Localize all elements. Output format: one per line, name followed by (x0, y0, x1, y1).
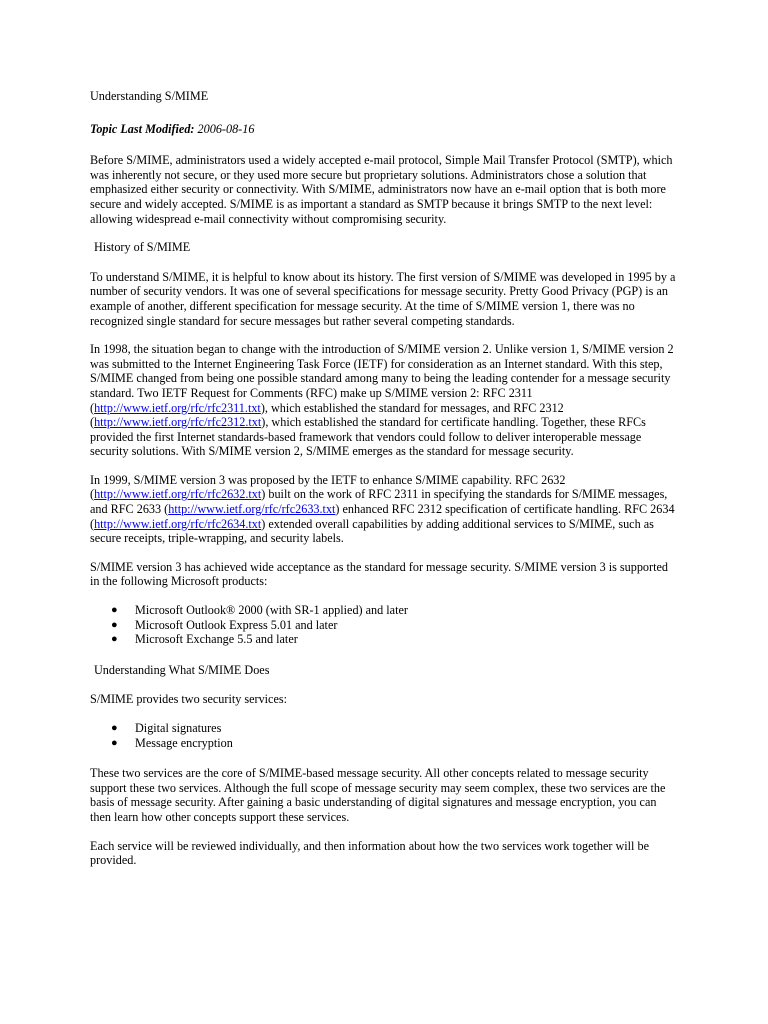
text-segment: In 1999, S/MIME version 3 was proposed by the IETF to enhance S/MIME capability. RFC 2632 ( (90, 472, 566, 502)
rfc2632-link[interactable]: http://www.ietf.org/rfc/rfc2632.txt (94, 487, 262, 502)
document-title: Understanding S/MIME (90, 89, 209, 103)
text-segment: ) enhanced RFC 2312 specification of certificate handling. RFC 2634 ( (90, 502, 675, 531)
rfc2633-link[interactable]: http://www.ietf.org/rfc/rfc2633.txt (168, 502, 336, 517)
text-segment: ) built on the work of RFC 2311 in specifying the standards for S/MIME messages, and RFC 2633 ( (90, 487, 668, 517)
does-paragraph-2: These two services are the core of S/MIME-based message security. All other concepts related to message security support these two services. Although the full scope of message security may seem complex, these two services are the basis of message security. After gaining a basic understanding of digital signatures and message encryption, you can then learn how other concepts support these services. (90, 766, 666, 824)
bullet-icon: ● (111, 633, 118, 646)
last-modified-label: Topic Last Modified: (90, 121, 195, 136)
history-paragraph-2 (90, 342, 680, 459)
list-item-text: Digital signatures (135, 721, 222, 735)
last-modified-line (90, 122, 680, 137)
list-item-text: Microsoft Exchange 5.5 and later (135, 632, 298, 647)
history-paragraph-1: To understand S/MIME, it is helpful to know about its history. The first version of S/MIME was developed in 1995 by a number of security vendors. It was one of several specifications for message security. Pretty Good Privacy (PGP) is an example of another, different specification for message security. At the time of S/MIME version 1, there was no recognized single standard for secure messages but rather several competing standards. (90, 269, 676, 328)
does-heading: Understanding What S/MIME Does (94, 662, 270, 677)
history-paragraph-3 (90, 473, 680, 546)
list-item (111, 735, 680, 751)
bullet-icon: ● (111, 736, 118, 749)
rfc2311-link[interactable]: http://www.ietf.org/rfc/rfc2311.txt (94, 400, 261, 415)
text-segment: ), which established the standard for certificate handling. Together, these RFCs provided the first Internet standards-based framework that vendors could follow to deliver interoperable message security solutions. With S/MIME version 2, S/MIME emerges as the standard for message security. (90, 415, 646, 459)
list-item (111, 721, 680, 736)
rfc2312-link[interactable]: http://www.ietf.org/rfc/rfc2312.txt (94, 415, 262, 430)
products-list (90, 603, 680, 647)
list-item-text: Microsoft Outlook® 2000 (with SR-1 applied) and later (135, 603, 408, 618)
list-item (111, 603, 680, 618)
text-segment: ) extended overall capabilities by adding additional services to S/MIME, such as secure receipts, triple-wrapping, and security labels. (90, 516, 654, 546)
history-paragraph-4: S/MIME version 3 has achieved wide acceptance as the standard for message security. S/MIME version 3 is supported in the following Microsoft products: (90, 559, 668, 589)
history-heading: History of S/MIME (94, 240, 191, 255)
text-segment: In 1998, the situation began to change with the introduction of S/MIME version 2. Unlike version 1, S/MIME version 2 was submitted to the Internet Engineering Task Force (IETF) for consideration as an Internet standard. With this step, S/MIME changed from being one possible standard among many to being the leading contender for a message security standard. Two IETF Request for Comments (RFC) make up S/MIME version 2: RFC 2311 ( (90, 342, 674, 415)
last-modified-date: 2006-08-16 (197, 121, 255, 136)
list-item (111, 632, 680, 647)
list-item-text: Microsoft Outlook Express 5.01 and later (135, 617, 338, 632)
list-item (111, 617, 680, 633)
list-item-text: Message encryption (135, 735, 233, 750)
bullet-icon: ● (111, 722, 118, 734)
services-list (90, 721, 680, 750)
does-paragraph-3: Each service will be reviewed individually, and then information about how the two services work together will be provided. (90, 838, 649, 868)
does-paragraph-1: S/MIME provides two security services: (90, 692, 287, 707)
bullet-icon: ● (111, 604, 118, 617)
bullet-icon: ● (111, 618, 118, 631)
document-page (90, 89, 680, 882)
text-segment: ), which established the standard for messages, and RFC 2312 ( (90, 400, 564, 430)
intro-paragraph: Before S/MIME, administrators used a widely accepted e-mail protocol, Simple Mail Transfer Protocol (SMTP), which was inherently not secure, or they used more secure but proprietary solutions. Administrators chose a solution that emphasized either security or connectivity. With S/MIME, administrators now have an e-mail option that is both more secure and widely accepted. S/MIME is as important a standard as SMTP because it brings SMTP to the next level: allowing widespread e-mail connectivity without compromising security. (90, 153, 673, 226)
rfc2634-link[interactable]: http://www.ietf.org/rfc/rfc2634.txt (94, 516, 262, 531)
